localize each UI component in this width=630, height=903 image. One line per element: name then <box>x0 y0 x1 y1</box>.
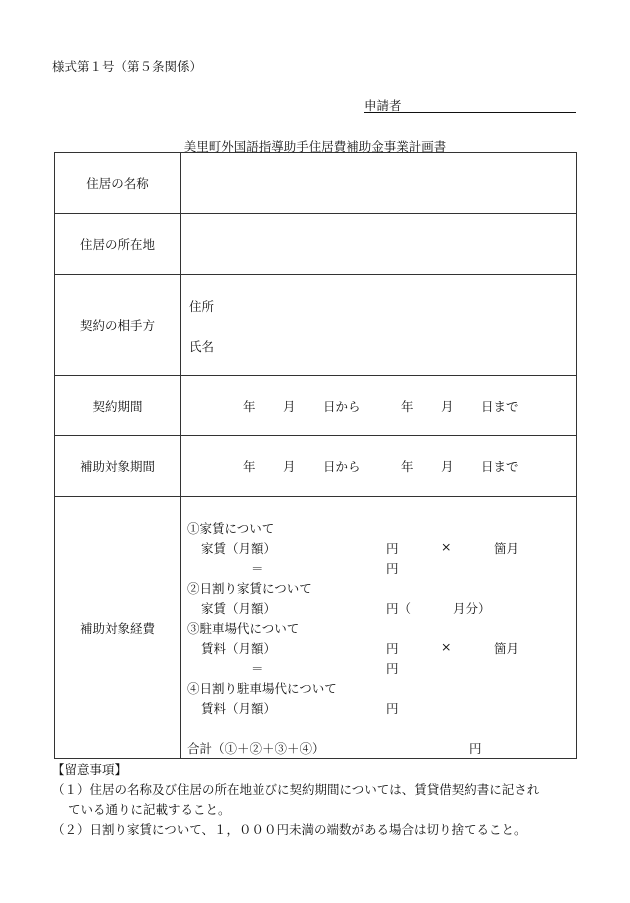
note-item-1-line-1: （１）住居の名称及び住居の所在地並びに契約期間については、賃貸借契約書に記され <box>52 782 540 797</box>
rent-equals: ＝ <box>251 561 264 576</box>
daily-parking-label: 賃料（月額） <box>201 701 277 716</box>
counterparty-address-label: 住所 <box>189 299 215 314</box>
page-title: 美里町外国語指導助手住居費補助金事業計画書 <box>183 139 447 154</box>
cp-start-month: 月 <box>283 398 296 414</box>
residence-location-field[interactable] <box>181 214 577 275</box>
applicant-label: 申請者 <box>364 98 402 113</box>
applicant-field[interactable] <box>364 96 576 113</box>
sp-end-day: 日まで <box>481 459 519 474</box>
daily-parking-heading: ④日割り駐車場代について <box>187 681 337 696</box>
total-label: 合計（①＋②＋③＋④） <box>187 741 325 756</box>
rent-months: 箇月 <box>494 541 520 556</box>
daily-rent-label: 家賃（月額） <box>201 601 277 616</box>
row-expenses <box>55 497 577 759</box>
counterparty-name-label: 氏名 <box>189 339 215 354</box>
row-subsidy-period <box>55 436 577 497</box>
notes-heading: 【留意事項】 <box>52 762 128 777</box>
cp-end-year: 年 <box>401 398 414 414</box>
parking-equals: ＝ <box>251 661 264 676</box>
expenses-label: 補助対象経費 <box>55 497 181 759</box>
expenses-field[interactable] <box>181 497 577 759</box>
cp-start-day: 日から <box>323 398 361 414</box>
cp-end-month: 月 <box>441 398 454 414</box>
rent-times: × <box>441 539 452 554</box>
row-contract-period <box>55 376 577 436</box>
cp-end-day: 日まで <box>481 398 519 414</box>
counterparty-field[interactable] <box>181 275 577 376</box>
sp-end-month: 月 <box>441 459 454 474</box>
sp-end-year: 年 <box>401 459 414 474</box>
note-item-1-line-2: ている通りに記載すること。 <box>68 802 231 817</box>
counterparty-label: 契約の相手方 <box>55 275 181 376</box>
parking-label: 賃料（月額） <box>201 641 277 656</box>
subsidy-period-field[interactable] <box>181 436 577 497</box>
sp-start-month: 月 <box>283 459 296 474</box>
residence-location-label: 住居の所在地 <box>55 214 181 275</box>
sp-start-day: 日から <box>323 459 361 474</box>
sp-start-year: 年 <box>243 459 256 474</box>
parking-heading: ③駐車場代について <box>187 621 300 636</box>
rent-heading: ①家賃について <box>187 521 275 536</box>
residence-name-field[interactable] <box>181 153 577 214</box>
form-number: 様式第１号（第５条関係） <box>52 59 203 74</box>
parking-yen: 円 <box>386 641 399 656</box>
total-yen: 円 <box>469 741 482 756</box>
daily-rent-month: 月分） <box>453 601 491 616</box>
contract-period-label: 契約期間 <box>55 376 181 436</box>
subsidy-period-label: 補助対象期間 <box>55 436 181 497</box>
note-item-2: （２）日割り家賃について、１，０００円未満の端数がある場合は切り捨てること。 <box>52 822 527 837</box>
plan-form-table <box>54 152 577 759</box>
parking-times: × <box>441 639 452 654</box>
cp-start-year: 年 <box>243 398 256 414</box>
row-residence-name <box>55 153 577 214</box>
rent-label: 家賃（月額） <box>201 541 277 556</box>
residence-name-label: 住居の名称 <box>55 153 181 214</box>
daily-parking-yen: 円 <box>386 701 399 716</box>
notes-section <box>52 760 592 840</box>
row-residence-location <box>55 214 577 275</box>
contract-period-field[interactable] <box>181 376 577 436</box>
parking-months: 箇月 <box>494 641 520 656</box>
parking-total-yen: 円 <box>386 661 399 676</box>
rent-total-yen: 円 <box>386 561 399 576</box>
daily-rent-yen: 円（ <box>386 601 412 616</box>
daily-rent-heading: ②日割り家賃について <box>187 581 312 596</box>
row-counterparty <box>55 275 577 376</box>
rent-yen: 円 <box>386 541 399 556</box>
